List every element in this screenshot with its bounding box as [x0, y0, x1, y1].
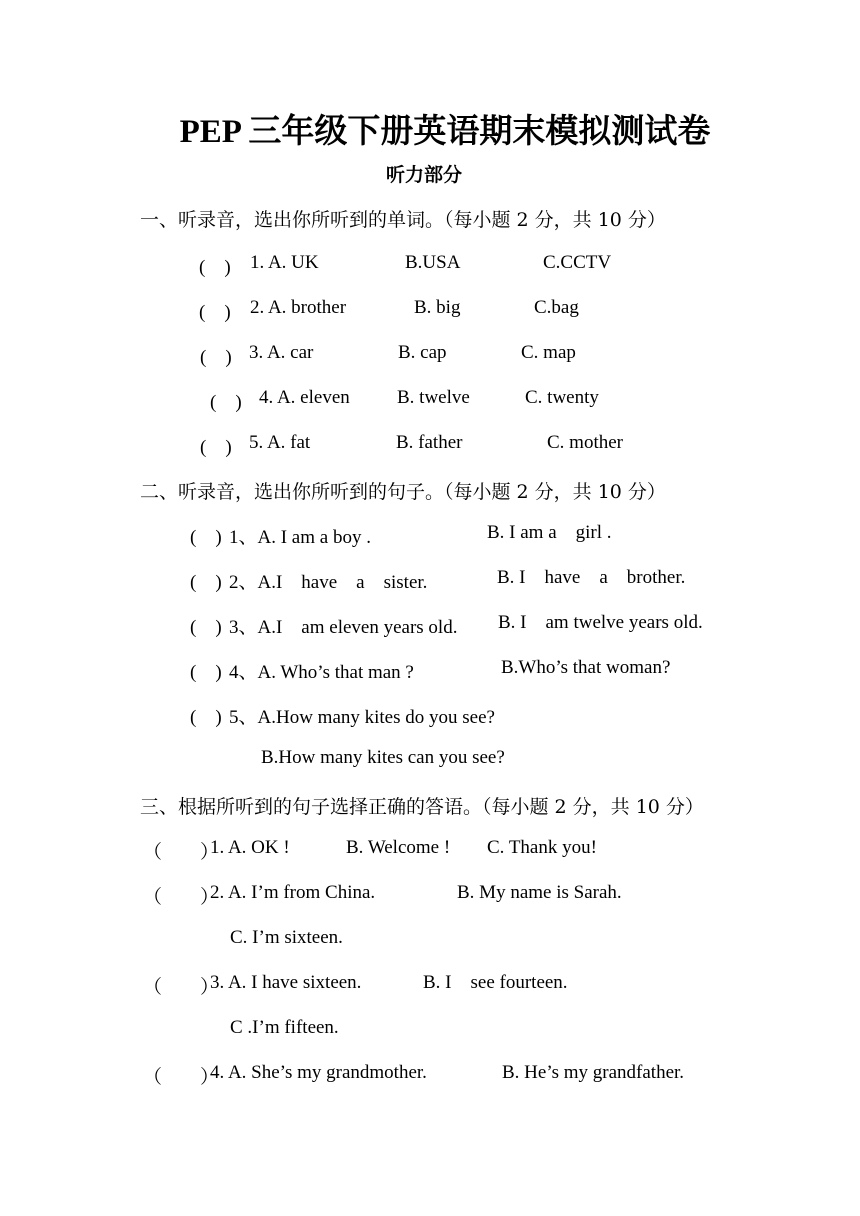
page-subtitle: 听力部分 — [385, 164, 462, 186]
answer-blank[interactable]: ( ) — [190, 572, 222, 593]
option-c: C.bag — [534, 297, 579, 318]
section-3-item-3 — [0, 972, 860, 998]
section-2-item-5-option-b — [0, 747, 860, 773]
section-2-item-5 — [0, 702, 860, 728]
section-2-item-2 — [0, 567, 860, 593]
option-a: 1. A. UK — [250, 252, 319, 273]
option-b: B. I have a brother. — [497, 567, 686, 588]
option-a: 2、A.I have a sister. — [229, 572, 428, 593]
section-2-item-3 — [0, 612, 860, 638]
option-b: B. twelve — [397, 387, 470, 408]
option-b: B.Who’s that woman? — [501, 657, 671, 678]
answer-blank[interactable]: ( ) — [200, 437, 232, 458]
option-c: C. Thank you! — [487, 837, 597, 858]
option-b: B. I am twelve years old. — [498, 612, 703, 633]
option-c: C.CCTV — [543, 252, 612, 273]
answer-blank[interactable]: ( ) — [210, 392, 242, 413]
answer-blank[interactable]: （ ） — [143, 1067, 220, 1088]
option-a: 5. A. fat — [249, 432, 311, 453]
option-c: C. twenty — [525, 387, 599, 408]
section-3-item-4 — [0, 1062, 860, 1088]
answer-blank[interactable]: ( ) — [190, 707, 222, 728]
option-b: B.How many kites can you see? — [261, 747, 505, 768]
answer-blank[interactable]: （ ） — [143, 842, 220, 863]
answer-blank[interactable]: ( ) — [199, 257, 231, 278]
section-1-item-2 — [0, 297, 860, 323]
option-a: 4. A. She’s my grandmother. — [210, 1062, 427, 1083]
answer-blank[interactable]: ( ) — [190, 662, 222, 683]
option-a: 5、A.How many kites do you see? — [229, 707, 495, 728]
option-c: C. map — [521, 342, 576, 363]
answer-blank[interactable]: （ ） — [143, 977, 220, 998]
page-title: PEP 三年级下册英语期末模拟测试卷 — [179, 114, 711, 150]
option-b: B. I am a girl . — [487, 522, 612, 543]
option-b: B. My name is Sarah. — [457, 882, 622, 903]
section-1-item-5 — [0, 432, 860, 458]
answer-blank[interactable]: （ ） — [143, 887, 220, 908]
option-a: 3、A.I am eleven years old. — [229, 617, 458, 638]
section-3-item-2-option-c — [0, 927, 860, 953]
option-c: C. I’m sixteen. — [230, 927, 343, 948]
option-b: B. He’s my grandfather. — [502, 1062, 685, 1083]
answer-blank[interactable]: ( ) — [190, 617, 222, 638]
section-2-item-1 — [0, 522, 860, 548]
section-1-item-1 — [0, 252, 860, 278]
section-3-item-2 — [0, 882, 860, 908]
option-a: 1、A. I am a boy . — [229, 527, 371, 548]
option-a: 2. A. I’m from China. — [210, 882, 376, 903]
section-3-item-3-option-c — [0, 1017, 860, 1043]
option-c: C .I’m fifteen. — [230, 1017, 339, 1038]
option-b: B. I see fourteen. — [423, 972, 568, 993]
answer-blank[interactable]: ( ) — [199, 302, 231, 323]
option-b: B. big — [414, 297, 461, 318]
option-b: B.USA — [405, 252, 461, 273]
option-c: C. mother — [547, 432, 623, 453]
section-1-heading: 一、听录音，选出你所听到的单词。（每小题 2 分，共 10 分） — [140, 209, 666, 231]
section-3-item-1 — [0, 837, 860, 863]
answer-blank[interactable]: ( ) — [190, 527, 222, 548]
answer-blank[interactable]: ( ) — [200, 347, 232, 368]
option-a: 1. A. OK ! — [210, 837, 290, 858]
option-a: 3. A. car — [249, 342, 314, 363]
section-2-item-4 — [0, 657, 860, 683]
option-b: B. Welcome ! — [346, 837, 451, 858]
option-a: 3. A. I have sixteen. — [210, 972, 362, 993]
section-2-heading: 二、听录音，选出你所听到的句子。（每小题 2 分，共 10 分） — [140, 481, 666, 503]
option-a: 2. A. brother — [250, 297, 347, 318]
option-a: 4. A. eleven — [259, 387, 350, 408]
section-1-item-4 — [0, 387, 860, 413]
option-a: 4、A. Who’s that man ? — [229, 662, 414, 683]
section-1-item-3 — [0, 342, 860, 368]
section-3-heading: 三、根据所听到的句子选择正确的答语。（每小题 2 分，共 10 分） — [140, 796, 704, 818]
option-b: B. cap — [398, 342, 447, 363]
option-b: B. father — [396, 432, 463, 453]
